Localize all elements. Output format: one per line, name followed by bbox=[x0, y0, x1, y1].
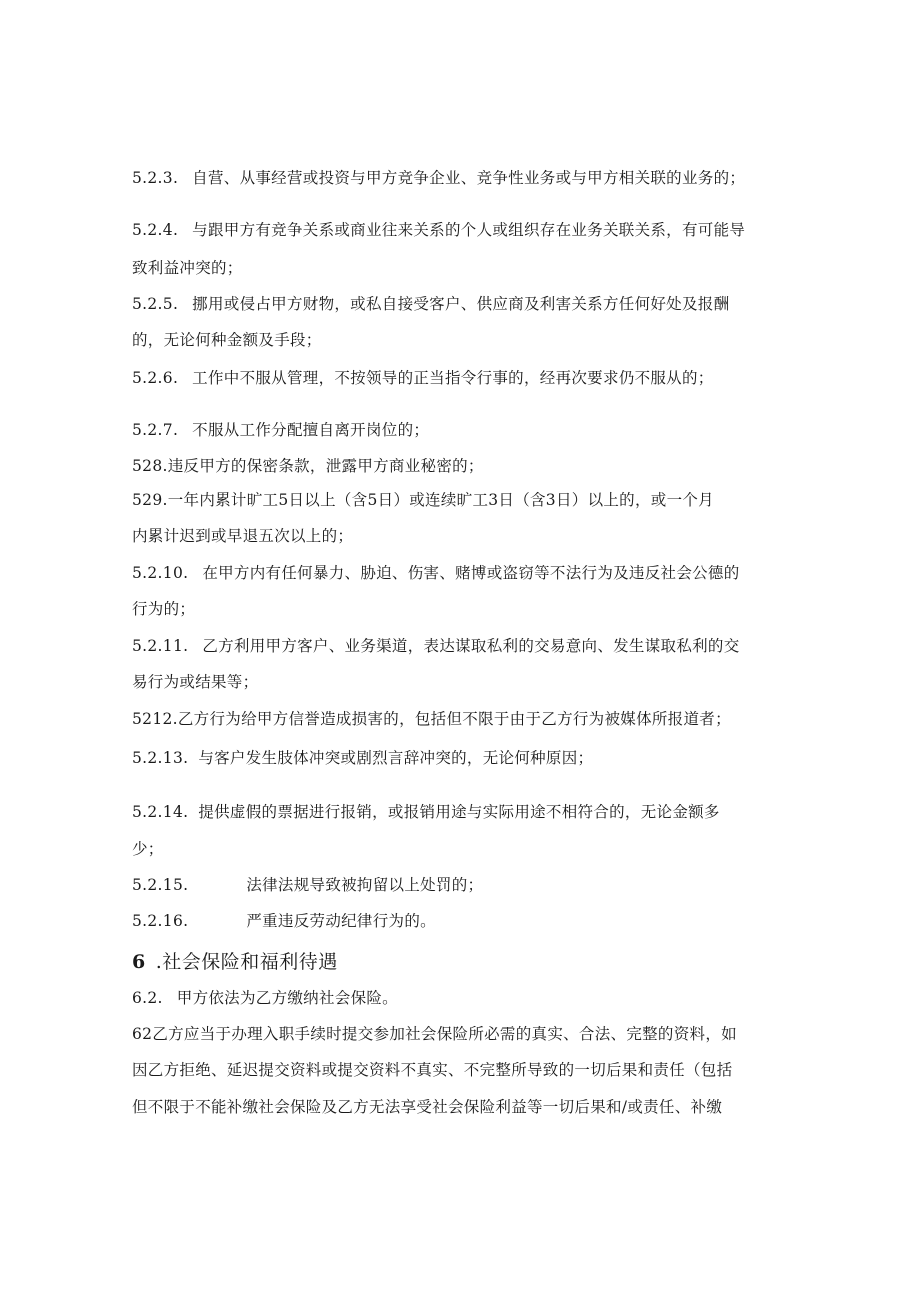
clause-number: 62 bbox=[132, 1025, 153, 1043]
clause-5-2-15 bbox=[132, 875, 483, 895]
clause-5-2-4 bbox=[132, 220, 745, 240]
clause-5-2-13 bbox=[132, 748, 593, 768]
clause-62 bbox=[132, 1024, 737, 1044]
clause-number: 5.2.11. bbox=[132, 637, 189, 655]
clause-5-2-10 bbox=[132, 563, 740, 583]
clause-5-2-6 bbox=[132, 368, 714, 388]
clause-number: 5.2.7. bbox=[132, 421, 179, 439]
clause-text: 的，无论何种金额及手段； bbox=[132, 331, 322, 349]
clause-62-cont-2 bbox=[132, 1097, 722, 1117]
clause-number: 6.2. bbox=[132, 989, 163, 1007]
clause-number: 5.2.14. bbox=[132, 803, 189, 821]
clause-text: 行为的； bbox=[132, 600, 196, 618]
clause-text: 挪用或侵占甲方财物，或私自接受客户、供应商及利害关系方任何好处及报酬 bbox=[192, 295, 730, 313]
clause-text: 内累计迟到或早退五次以上的； bbox=[132, 527, 354, 545]
clause-5-2-11 bbox=[132, 636, 740, 656]
clause-number: 5.2.15. bbox=[132, 876, 189, 894]
clause-text: 提供虚假的票据进行报销，或报销用途与实际用途不相符合的，无论金额多 bbox=[198, 803, 720, 821]
clause-text: 易行为或结果等； bbox=[132, 673, 259, 691]
clause-number: 5.2.16. bbox=[132, 912, 189, 930]
clause-5-2-5-cont bbox=[132, 330, 322, 350]
clause-number: 5.2.6. bbox=[132, 369, 179, 387]
clause-text: 少； bbox=[132, 840, 164, 858]
clause-text: 致利益冲突的； bbox=[132, 259, 243, 277]
section-number: 6 bbox=[132, 951, 146, 973]
clause-number: 529. bbox=[132, 491, 168, 509]
section-title: .社会保险和福利待遇 bbox=[155, 951, 338, 973]
clause-text: 严重违反劳动纪律行为的。 bbox=[246, 912, 436, 930]
clause-text: 工作中不服从管理，不按领导的正当指令行事的，经再次要求仍不服从的； bbox=[192, 369, 714, 387]
clause-528 bbox=[132, 456, 484, 476]
clause-text: 与跟甲方有竞争关系或商业往来关系的个人或组织存在业务关联关系，有可能导 bbox=[192, 221, 746, 239]
clause-text: 在甲方内有任何暴力、胁迫、伤害、赌博或盗窃等不法行为及违反社会公德的 bbox=[202, 564, 740, 582]
clause-5-2-11-cont bbox=[132, 672, 258, 692]
clause-number: 5.2.3. bbox=[132, 169, 179, 187]
clause-529-cont bbox=[132, 526, 353, 546]
clause-5-2-16 bbox=[132, 911, 436, 931]
clause-text: 与客户发生肢体冲突或剧烈言辞冲突的，无论何种原因； bbox=[198, 749, 594, 767]
clause-text: 甲方依法为乙方缴纳社会保险。 bbox=[176, 989, 398, 1007]
clause-5-2-14 bbox=[132, 802, 720, 822]
clause-number: 5212. bbox=[132, 710, 178, 728]
clause-text: 法律法规导致被拘留以上处罚的； bbox=[246, 876, 484, 894]
clause-6-2 bbox=[132, 988, 398, 1008]
clause-number: 5.2.10. bbox=[132, 564, 189, 582]
clause-number: 5.2.5. bbox=[132, 295, 179, 313]
section-6-heading bbox=[132, 950, 338, 974]
clause-text: 自营、从事经营或投资与甲方竞争企业、竞争性业务或与甲方相关联的业务的； bbox=[192, 169, 746, 187]
clause-text: 但不限于不能补缴社会保险及乙方无法享受社会保险利益等一切后果和/或责任、补缴 bbox=[132, 1098, 723, 1116]
clause-text: 乙方利用甲方客户、业务渠道，表达谋取私利的交易意向、发生谋取私利的交 bbox=[202, 637, 740, 655]
clause-text: 因乙方拒绝、延迟提交资料或提交资料不真实、不完整所导致的一切后果和责任（包括 bbox=[132, 1061, 733, 1079]
clause-62-cont-1 bbox=[132, 1060, 732, 1080]
clause-5-2-4-cont bbox=[132, 258, 243, 278]
clause-text: 违反甲方的保密条款，泄露甲方商业秘密的； bbox=[167, 457, 484, 475]
clause-5-2-10-cont bbox=[132, 599, 195, 619]
clause-number: 528. bbox=[132, 457, 168, 475]
clause-5-2-14-cont bbox=[132, 839, 164, 859]
clause-529 bbox=[132, 490, 714, 510]
clause-5-2-3 bbox=[132, 168, 745, 188]
clause-5-2-5 bbox=[132, 294, 729, 314]
clause-5212 bbox=[132, 709, 731, 729]
clause-text: 乙方应当于办理入职手续时提交参加社会保险所必需的真实、合法、完整的资料，如 bbox=[152, 1025, 737, 1043]
clause-5-2-7 bbox=[132, 420, 429, 440]
clause-text: 不服从工作分配擅自离开岗位的； bbox=[192, 421, 430, 439]
clause-number: 5.2.13. bbox=[132, 749, 189, 767]
clause-text: 乙方行为给甲方信誉造成损害的，包括但不限于由于乙方行为被媒体所报道者； bbox=[177, 710, 731, 728]
clause-text: 一年内累计旷工5日以上（含5日）或连续旷工3日（含3日）以上的，或一个月 bbox=[167, 491, 714, 509]
clause-number: 5.2.4. bbox=[132, 221, 179, 239]
